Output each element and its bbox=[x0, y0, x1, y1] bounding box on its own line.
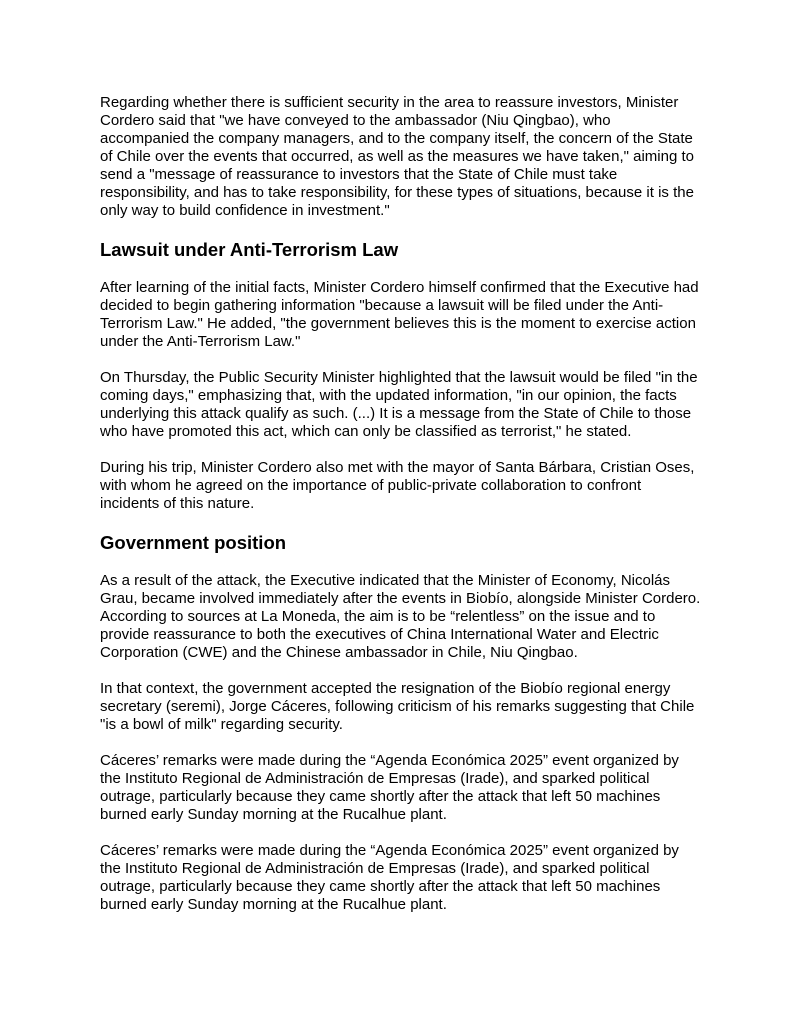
lawsuit-paragraph-3: During his trip, Minister Cordero also met with the mayor of Santa Bárbara, Cristian Oses, with whom he agreed on the importance of public-private collaboration to confront incidents of this nature. bbox=[100, 459, 695, 512]
government-paragraph-2: In that context, the government accepted the resignation of the Biobío regional energy secretary (seremi), Jorge Cáceres, following criticism of his remarks suggesting that Chile "is a bowl of milk" regarding security. bbox=[100, 680, 695, 733]
government-paragraph-4: Cáceres’ remarks were made during the “Agenda Económica 2025” event organized by the Instituto Regional de Administración de Empresas (Irade), and sparked political outrage, particularly because they came shortly after the attack that left 50 machines burned early Sunday morning at the Rucalhue plant. bbox=[100, 842, 679, 913]
section-heading-lawsuit: Lawsuit under Anti-Terrorism Law bbox=[100, 239, 399, 260]
lawsuit-paragraph-1: After learning of the initial facts, Minister Cordero himself confirmed that the Executive had decided to begin gathering information "because a lawsuit will be filed under the Anti-Terrorism Law." He added, "the government believes this is the moment to exercise action under the Anti-Terrorism Law." bbox=[100, 279, 699, 350]
lawsuit-paragraph-2: On Thursday, the Public Security Minister highlighted that the lawsuit would be filed "in the coming days," emphasizing that, with the updated information, "in our opinion, the facts underlying this attack qualify as such. (...) It is a message from the State of Chile to those who have promoted this act, which can only be classified as terrorist," he stated. bbox=[100, 369, 698, 440]
document-page bbox=[100, 94, 702, 914]
intro-paragraph: Regarding whether there is sufficient security in the area to reassure investors, Minister Cordero said that "we have conveyed to the ambassador (Niu Qingbao), who accompanied the company managers, and to the company itself, the concern of the State of Chile over the events that occurred, as well as the measures we have taken," aiming to send a "message of reassurance to investors that the State of Chile must take responsibility, and has to take responsibility, for these types of situations, because it is the only way to build confidence in investment." bbox=[100, 94, 694, 219]
section-heading-government: Government position bbox=[100, 532, 287, 553]
government-paragraph-3: Cáceres’ remarks were made during the “Agenda Económica 2025” event organized by the Instituto Regional de Administración de Empresas (Irade), and sparked political outrage, particularly because they came shortly after the attack that left 50 machines burned early Sunday morning at the Rucalhue plant. bbox=[100, 752, 679, 823]
government-paragraph-1: As a result of the attack, the Executive indicated that the Minister of Economy, Nicolás Grau, became involved immediately after the events in Biobío, alongside Minister Cordero. According to sources at La Moneda, the aim is to be “relentless” on the issue and to provide reassurance to both the executives of China International Water and Electric Corporation (CWE) and the Chinese ambassador in Chile, Niu Qingbao. bbox=[100, 572, 701, 661]
